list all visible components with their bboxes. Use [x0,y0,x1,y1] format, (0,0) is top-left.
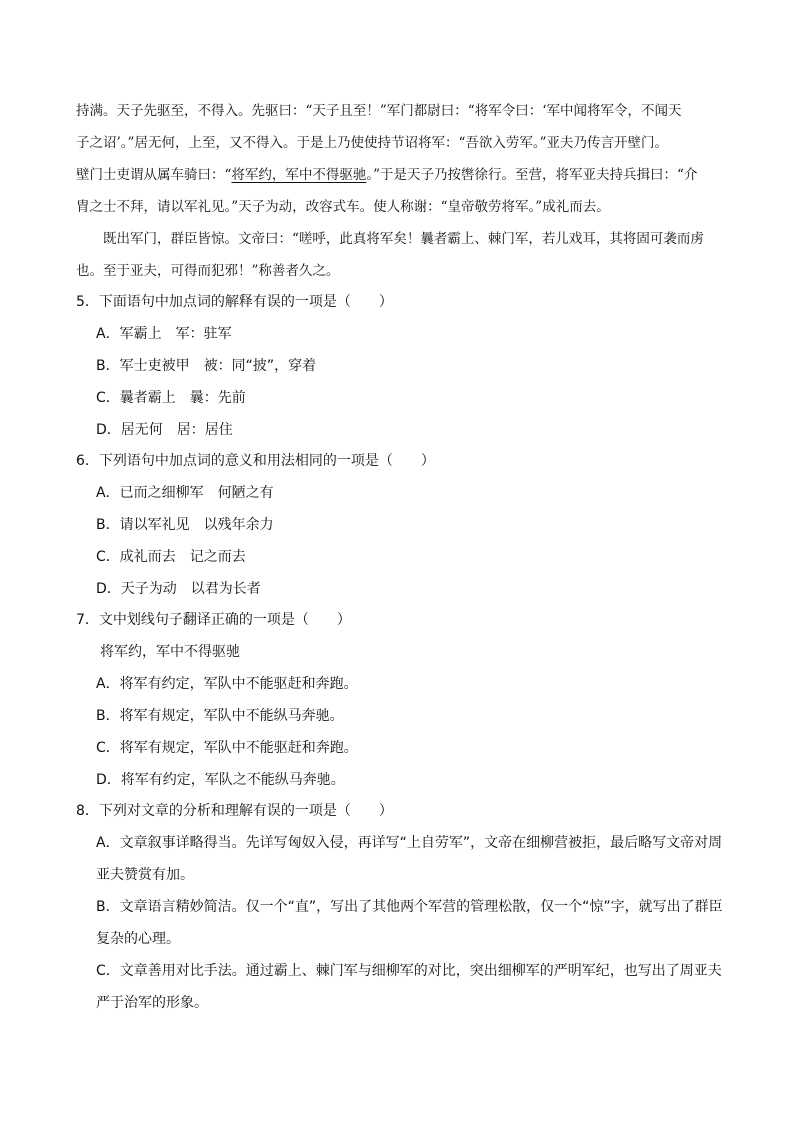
passage-line: 胄之士不拜，请以军礼见。”天子为动，改容式车。使人称谢：“皇帝敬劳将军。”成礼而去。 [76,199,610,215]
quoted-sentence: 将军约，军中不得驱驰 [100,644,240,660]
question-stem: 7．文中划线句子翻译正确的一项是（ ） [76,612,351,628]
option-a: A．将军有约定，军队中不能驱赶和奔跑。 [96,676,358,692]
passage-line: 子之诏’。”居无何，上至，又不得入。于是上乃使使持节诏将军：“吾欲入劳军。”亚夫乃传言开壁门。 [76,135,668,151]
passage-text: 。”于是天子乃按辔徐行。至营，将军亚夫持兵揖曰：“介 [366,167,698,183]
option-c: C．曩者霸上 曩：先前 [96,390,246,406]
option-c: C．成礼而去 记之而去 [96,549,246,565]
passage-line: 也。至于亚夫，可得而犯邪！”称善者久之。 [76,263,340,279]
option-b-continued: 复杂的心理。 [96,931,180,947]
option-b: B．将军有规定，军队中不能纵马奔驰。 [96,708,344,724]
option-a: A．军霸上 军：驻军 [96,326,232,342]
question-7 [76,604,726,796]
option-c: C．文章善用对比手法。通过霸上、棘门军与细柳军的对比，突出细柳军的严明军纪，也写出了周亚夫 [96,963,722,979]
question-stem: 5．下面语句中加点词的解释有误的一项是（ ） [76,294,393,310]
option-b: B．军士吏被甲 被：同“披”，穿着 [96,358,317,374]
option-a-continued: 亚夫赞赏有加。 [96,867,194,883]
passage-line [76,159,724,191]
passage-line: 既出军门，群臣皆惊。文帝曰：“嗟呼，此真将军矣！曩者霸上、棘门军，若儿戏耳，其将固可袭而虏 [103,231,704,247]
option-a: A．文章叙事详略得当。先详写匈奴入侵，再详写“上自劳军”，文帝在细柳营被拒，最后略写文帝对周 [96,835,723,851]
question-8 [76,795,726,1019]
question-6 [76,445,726,605]
passage-line: 持满。天子先驱至，不得入。先驱曰：“天子且至！”军门都尉曰：“将军令曰：‘军中闻将军令，不闻天 [76,103,682,119]
option-a: A．已而之细柳军 何陋之有 [96,485,274,501]
question-5 [76,286,726,446]
option-d: D．居无何 居：居住 [96,422,233,438]
option-b: B．文章语言精妙简洁。仅一个“直”，写出了其他两个军营的管理松散，仅一个“惊”字，就写出了群臣 [96,899,723,915]
passage-text: 壁门士吏谓从属车骑曰：“ [76,167,232,183]
question-stem: 8．下列对文章的分析和理解有误的一项是（ ） [76,803,393,819]
option-b: B．请以军礼见 以残年余力 [96,517,274,533]
passage [76,95,724,287]
underlined-sentence: 将军约，军中不得驱驰 [231,167,367,183]
option-d: D．天子为动 以君为长者 [96,581,261,597]
option-c: C．将军有规定，军队中不能驱赶和奔跑。 [96,740,358,756]
question-stem: 6．下列语句中加点词的意义和用法相同的一项是（ ） [76,453,435,469]
option-d: D．将军有约定，军队之不能纵马奔驰。 [96,772,345,788]
option-c-continued: 严于治军的形象。 [96,995,208,1011]
